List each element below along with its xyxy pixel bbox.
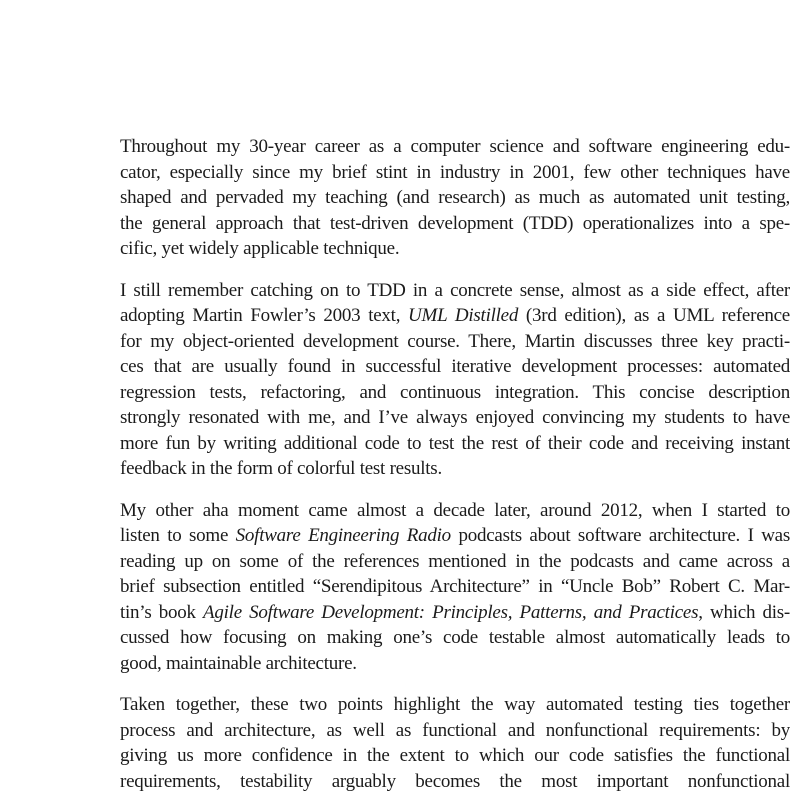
text-run: good, maintainable architecture.	[120, 652, 357, 674]
text-run: cator, especially since my brief stint in industry in 2001, few other techniques have	[120, 161, 790, 183]
text-line	[120, 523, 790, 549]
paragraph	[120, 692, 790, 794]
text-line	[120, 498, 790, 524]
text-run: My other aha moment came almost a decade later, around 2012, when I started to	[120, 499, 790, 521]
text-run: cific, yet widely applicable technique.	[120, 238, 400, 259]
text-run: Throughout my 30-year career as a computer science and software engineering edu-	[120, 136, 790, 157]
text-line	[120, 769, 790, 795]
text-run: feedback in the form of colorful test results.	[120, 458, 442, 479]
text-line	[120, 134, 790, 160]
paragraph	[120, 498, 790, 677]
text-run: requirements, testability arguably becomes the most important nonfunctional	[120, 770, 790, 792]
text-run: strongly resonated with me, and I’ve always enjoyed convincing my students to have	[120, 407, 790, 428]
text-run: giving us more confidence in the extent to which our code satisfies the functional	[120, 745, 790, 766]
paragraph	[120, 134, 790, 262]
text-run: reading up on some of the references mentioned in the podcasts and came across a	[120, 550, 790, 572]
text-run: listen to some	[120, 525, 236, 546]
text-run: adopting Martin Fowler’s 2003 text,	[120, 305, 409, 326]
text-run: I still remember catching on to TDD in a concrete sense, almost as a side effect, after	[120, 279, 790, 301]
body-text	[120, 134, 790, 800]
text-run: brief subsection entitled “Serendipitous Architecture” in “Uncle Bob” Robert C. Mar-	[120, 576, 790, 597]
text-line	[120, 303, 790, 329]
text-run: podcasts about software architecture. I was	[450, 525, 790, 546]
text-line	[120, 236, 790, 262]
text-line	[120, 692, 790, 718]
text-run: Taken together, these two points highlight the way automated testing ties together	[120, 694, 790, 715]
text-line	[120, 574, 790, 600]
paragraph	[120, 278, 790, 482]
text-run: , which dis-	[698, 601, 790, 623]
text-line	[120, 651, 790, 677]
italic-title: Software Engineering Radio	[235, 525, 451, 546]
text-run: for my object-oriented development course. There, Martin discusses three key practi-	[120, 330, 790, 352]
text-line	[120, 380, 790, 406]
text-run: regression tests, refactoring, and continuous integration. This concise description	[120, 381, 790, 403]
italic-title: Agile Software Development: Principles, Patterns, and Practices	[203, 601, 699, 623]
text-line	[120, 431, 790, 457]
text-line	[120, 743, 790, 769]
text-line	[120, 405, 790, 431]
text-line	[120, 600, 790, 626]
text-line	[120, 354, 790, 380]
text-line	[120, 625, 790, 651]
text-line	[120, 718, 790, 744]
text-run: ces that are usually found in successful iterative development processes: automated	[120, 356, 790, 377]
text-run: tin’s book	[120, 601, 204, 623]
text-line	[120, 549, 790, 575]
text-line	[120, 160, 790, 186]
text-run: (3rd edition), as a UML reference	[518, 305, 790, 326]
text-line	[120, 185, 790, 211]
text-line	[120, 278, 790, 304]
text-run: the general approach that test-driven development (TDD) operationalizes into a spe-	[120, 212, 790, 234]
text-run: cussed how focusing on making one’s code testable almost automatically leads to	[120, 627, 790, 648]
text-run: shaped and pervaded my teaching (and research) as much as automated unit testing,	[120, 187, 790, 208]
text-line	[120, 329, 790, 355]
text-run: process and architecture, as well as functional and nonfunctional requirements: by	[120, 719, 790, 741]
text-line	[120, 211, 790, 237]
italic-title: UML Distilled	[408, 305, 519, 326]
text-line	[120, 456, 790, 482]
text-run: more fun by writing additional code to test the rest of their code and receiving instant	[120, 432, 790, 454]
